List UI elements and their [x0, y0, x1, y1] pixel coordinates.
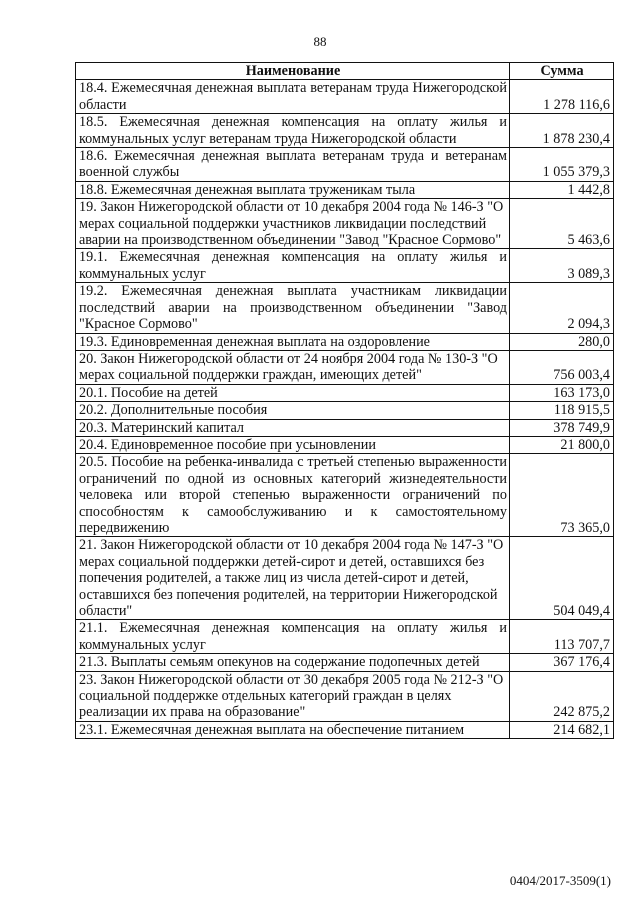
- table-row: [76, 249, 614, 283]
- row-name: 21.1. Ежемесячная денежная компенсация на оплату жилья и коммунальных услуг: [76, 620, 510, 654]
- table-row: [76, 148, 614, 182]
- row-sum: 214 682,1: [510, 721, 614, 738]
- table-row: [76, 654, 614, 671]
- budget-table: [75, 62, 614, 739]
- table-row: [76, 671, 614, 721]
- table-row: [76, 333, 614, 350]
- row-name: 19.3. Единовременная денежная выплата на оздоровление: [76, 333, 510, 350]
- table-row: [76, 350, 614, 384]
- table-row: [76, 114, 614, 148]
- row-sum: 118 915,5: [510, 402, 614, 419]
- row-sum: 378 749,9: [510, 419, 614, 436]
- row-name: 18.5. Ежемесячная денежная компенсация на оплату жилья и коммунальных услуг ветеранам труда Нижегородской области: [76, 114, 510, 148]
- row-name: 18.6. Ежемесячная денежная выплата ветеранам труда и ветеранам военной службы: [76, 148, 510, 182]
- table-row: [76, 419, 614, 436]
- row-sum: 113 707,7: [510, 620, 614, 654]
- row-sum: 1 878 230,4: [510, 114, 614, 148]
- row-sum: 21 800,0: [510, 436, 614, 453]
- row-sum: 1 055 379,3: [510, 148, 614, 182]
- table-row: [76, 537, 614, 620]
- row-sum: 504 049,4: [510, 537, 614, 620]
- row-sum: 1 278 116,6: [510, 80, 614, 114]
- row-name: 20.3. Материнский капитал: [76, 419, 510, 436]
- row-name: 21. Закон Нижегородской области от 10 декабря 2004 года № 147-З "О мерах социальной поддержки детей-сирот и детей, оставшихся без попечения родителей, а также лиц из числа детей-сирот и детей, оставшихся без попечения родителей, на территории Нижегородской области": [76, 537, 510, 620]
- row-name: 20. Закон Нижегородской области от 24 ноября 2004 года № 130-З "О мерах социальной поддержки граждан, имеющих детей": [76, 350, 510, 384]
- row-sum: 163 173,0: [510, 384, 614, 401]
- row-name: 20.4. Единовременное пособие при усыновлении: [76, 436, 510, 453]
- table-row: [76, 436, 614, 453]
- row-name: 20.1. Пособие на детей: [76, 384, 510, 401]
- table-row: [76, 384, 614, 401]
- table-row: [76, 283, 614, 333]
- row-name: 19.1. Ежемесячная денежная компенсация на оплату жилья и коммунальных услуг: [76, 249, 510, 283]
- row-sum: 367 176,4: [510, 654, 614, 671]
- row-name: 19. Закон Нижегородской области от 10 декабря 2004 года № 146-З "О мерах социальной поддержки участников ликвидации последствий аварии на производственном объединении "Завод "Красное Сормово": [76, 199, 510, 249]
- row-sum: 73 365,0: [510, 454, 614, 537]
- header-name: Наименование: [76, 63, 510, 80]
- document-number: 0404/2017-3509(1): [509, 873, 611, 888]
- table-body: [76, 80, 614, 739]
- row-name: 23. Закон Нижегородской области от 30 декабря 2005 года № 212-З "О социальной поддержке отдельных категорий граждан в целях реализации их права на образование": [76, 671, 510, 721]
- row-sum: 756 003,4: [510, 350, 614, 384]
- row-name: 23.1. Ежемесячная денежная выплата на обеспечение питанием: [76, 721, 510, 738]
- table-row: [76, 181, 614, 198]
- table-row: [76, 199, 614, 249]
- table-row: [76, 402, 614, 419]
- row-sum: 3 089,3: [510, 249, 614, 283]
- row-sum: 280,0: [510, 333, 614, 350]
- row-sum: 1 442,8: [510, 181, 614, 198]
- row-sum: 2 094,3: [510, 283, 614, 333]
- row-sum: 5 463,6: [510, 199, 614, 249]
- table-row: [76, 620, 614, 654]
- row-name: 21.3. Выплаты семьям опекунов на содержание подопечных детей: [76, 654, 510, 671]
- row-sum: 242 875,2: [510, 671, 614, 721]
- header-sum: Сумма: [510, 63, 614, 80]
- table-row: [76, 80, 614, 114]
- table-row: [76, 721, 614, 738]
- row-name: 20.5. Пособие на ребенка-инвалида с третьей степенью выраженности ограничений по одной из основных категорий жизнедеятельности человека или второй степенью выраженности ограничений по способностям к самообслуживанию и к самостоятельному передвижению: [76, 454, 510, 537]
- row-name: 19.2. Ежемесячная денежная выплата участникам ликвидации последствий аварии на производственном объединении "Завод "Красное Сормово": [76, 283, 510, 333]
- page-number: 88: [313, 34, 327, 49]
- row-name: 18.8. Ежемесячная денежная выплата труженикам тыла: [76, 181, 510, 198]
- row-name: 18.4. Ежемесячная денежная выплата ветеранам труда Нижегородской области: [76, 80, 510, 114]
- table-header-row: [76, 63, 614, 80]
- table-row: [76, 454, 614, 537]
- row-name: 20.2. Дополнительные пособия: [76, 402, 510, 419]
